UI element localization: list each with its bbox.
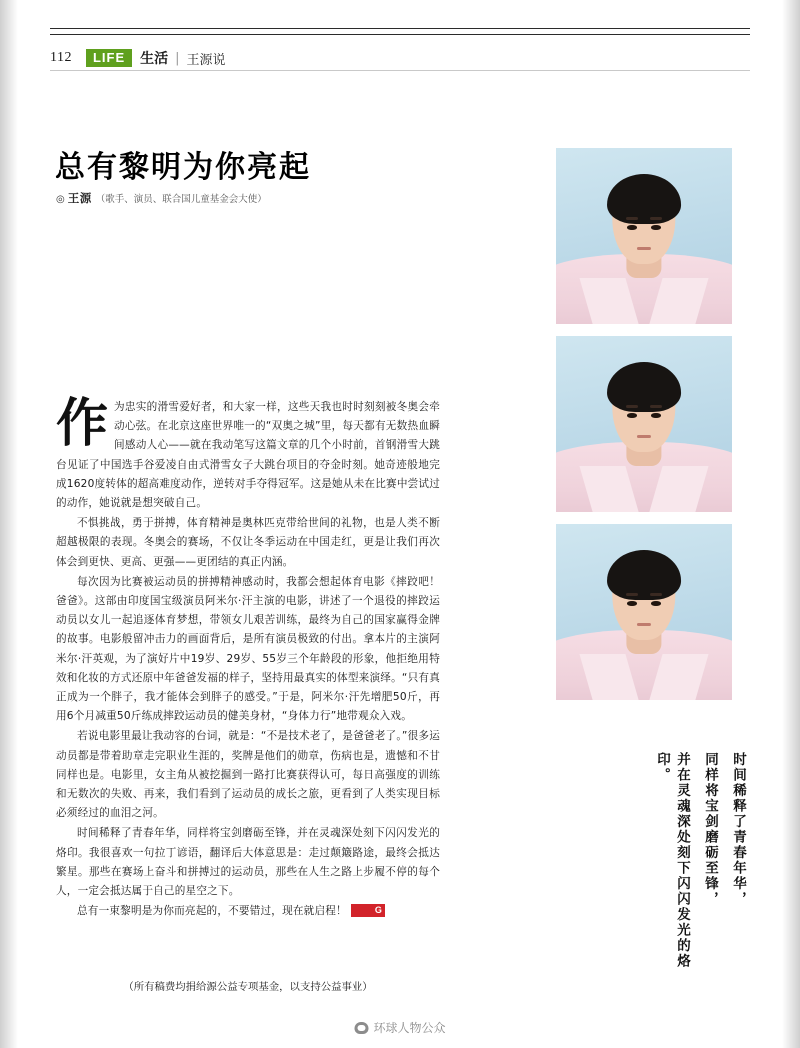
column-name: 王源说: [186, 52, 226, 68]
page-right-edge-shadow: [782, 0, 800, 1048]
paragraph-final: [56, 902, 440, 921]
photo-brow-right: [650, 405, 662, 409]
photo-eye-right: [651, 225, 661, 230]
photo-mouth: [637, 247, 651, 250]
photo-brow-right: [650, 217, 662, 221]
paragraph: 为忠实的滑雪爱好者，和大家一样，这些天我也时时刻刻被冬奥会牵动心弦。在北京这座世界唯一的“双奥之城”里，每天都有无数热血瞬间感动人心——就在我动笔写这篇文章的几个小时前，首钢滑雪大跳台见证了中国选手谷爱凌自由式滑雪女子大跳台项目的夺金时刻。她奇迹般地完成1620度转体的超高难度动作，逆转对手夺得冠军。这是她从未在比赛中尝试过的动作，她说就是想突破自己。: [56, 401, 440, 510]
pull-quote: [652, 752, 748, 992]
byline-bullet-icon: ◎: [56, 194, 65, 205]
paragraph: 时间稀释了青春年华，同样将宝剑磨砺至锋，并在灵魂深处刻下闪闪发光的烙印。我很喜欢一句拉丁谚语，翻译后大体意思是：走过颠簸路途，最终会抵达繁星。那些在赛场上奋斗和拼搏过的运动员，那些在人生之路上步履不停的每个人，一定会抵达属于自己的星空之下。: [56, 827, 440, 898]
paragraph-final-text: 总有一束黎明是为你而亮起的，不要错过，现在就启程！: [77, 905, 347, 918]
photo-mouth: [637, 623, 651, 626]
portrait-photo-middle: [556, 336, 732, 512]
weibo-icon: [354, 1022, 368, 1034]
article-byline: [56, 190, 267, 206]
paragraph: 每次因为比赛被运动员的拼搏精神感动时，我都会想起体育电影《摔跤吧！爸爸》。这部由印度国宝级演员阿米尔·汗主演的电影，讲述了一个退役的摔跤运动员以女儿一起追逐体育梦想，带领女儿艰苦训练，最终为自己的国家赢得金牌的故事。电影般留冲击力的画面背后，是所有演员极致的付出。拿本片的主演阿米尔·汗英观，为了演好片中19岁、29岁、55岁三个年龄段的形象，他拒绝用特效和化妆的方式还原中年爸爸发福的样子，坚持用最真实的体型来演绎。“只有真正成为一个胖子，我才能体会到胖子的感受。”于是，阿米尔·汗先增肥50斤，再用6个月减重50斤练成摔跤运动员的健美身材，“身体力行”地带观众入戏。: [56, 575, 440, 723]
top-rule-primary: [50, 28, 750, 29]
pull-quote-line: 时间稀释了青春年华，: [730, 752, 746, 907]
article-footnote: （所有稿费均捐给源公益专项基金，以支持公益事业）: [123, 981, 373, 993]
pull-quote-line: 并在灵魂深处刻下闪闪发光的烙印。: [654, 752, 690, 969]
section-badge-life: LIFE: [86, 49, 132, 67]
photo-brow-left: [626, 217, 638, 221]
page-left-edge-shadow: [0, 0, 18, 1048]
paragraph: 若说电影里最让我动容的台词，就是：“不是技术老了，是爸爸老了。”很多运动员都是带着助章走完职业生涯的，奖牌是他们的勋章，伤病也是，遗憾和不甘同样也是。电影里，女主角从被挖掘到一路打比赛获得认可，每日高强度的训练和无数次的失败、再来，我们看到了运动员的成长之旅，更看到了人类实现目标必须经过的血泪之河。: [56, 730, 440, 820]
photo-eye-right: [651, 413, 661, 418]
photo-brow-left: [626, 593, 638, 597]
byline-author: 王源: [67, 191, 92, 205]
watermark-text: 环球人物公众: [373, 1021, 446, 1035]
dropcap: 作: [56, 393, 109, 454]
photo-eye-right: [651, 601, 661, 606]
article-title: 总有黎明为你亮起: [55, 150, 311, 185]
header-underline-rule: [50, 70, 750, 71]
photo-mouth: [637, 435, 651, 438]
photo-brow-right: [650, 593, 662, 597]
watermark: [354, 1019, 445, 1036]
photo-brow-left: [626, 405, 638, 409]
paragraph: 不惧挑战，勇于拼搏，体育精神是奥林匹克带给世间的礼物，也是人类不断超越极限的表现。冬奥会的赛场，不仅让冬季运动在中国走红，更是让我们再次体会到更快、更高、更强——更团结的真正内涵。: [56, 517, 440, 568]
pull-quote-line: 同样将宝剑磨砺至锋，: [702, 752, 718, 907]
page-header: [50, 47, 750, 69]
end-mark: G: [351, 904, 385, 917]
portrait-photo-bottom: [556, 524, 732, 700]
page-folio: 112: [50, 50, 72, 65]
top-rule-secondary: [50, 34, 750, 35]
header-separator: |: [175, 50, 180, 66]
portrait-photo-top: [556, 148, 732, 324]
article-body: [56, 393, 440, 922]
section-name-cn: 生活: [140, 51, 169, 67]
byline-role: （歌手、演员、联合国儿童基金会大使）: [95, 194, 267, 205]
